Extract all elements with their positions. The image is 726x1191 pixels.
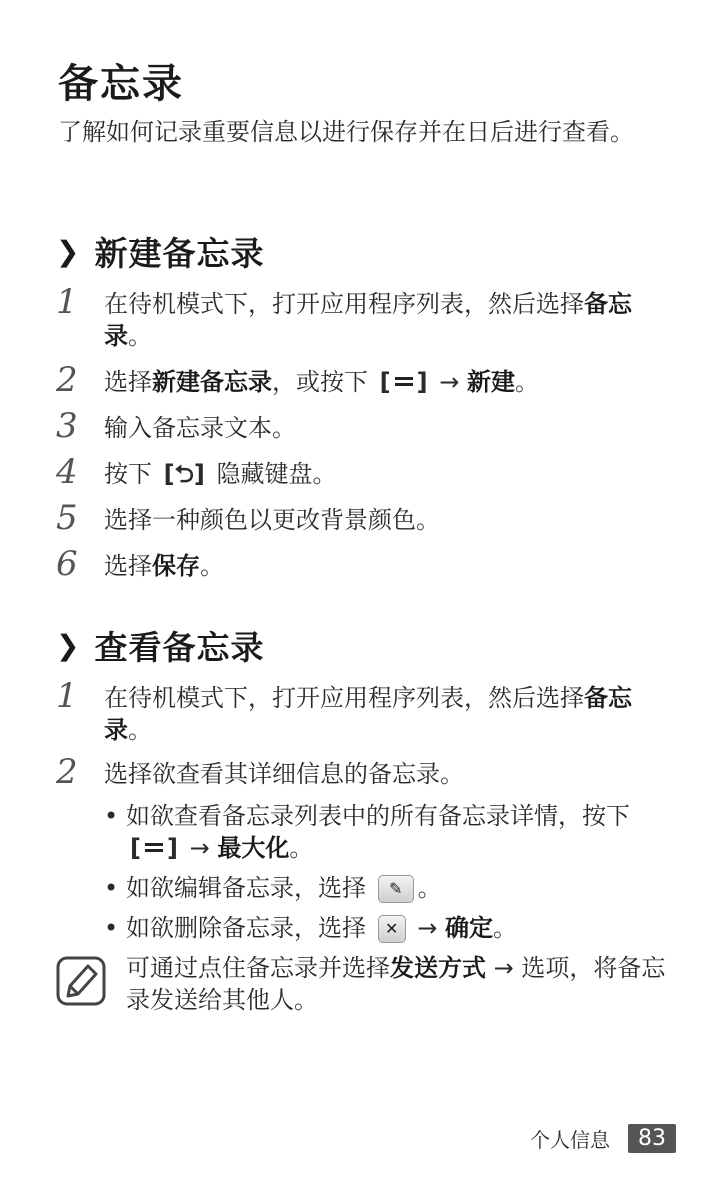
arrow: → xyxy=(493,954,514,982)
note-text-post: 选项，将备忘录发送给其他人。 xyxy=(126,954,666,1014)
step-text-bold: 新建备忘录 xyxy=(152,368,272,396)
step-number: 4 xyxy=(56,452,78,492)
page-footer xyxy=(530,1124,676,1153)
step-number: 6 xyxy=(56,544,78,584)
step-text-pre: 选择 xyxy=(104,552,152,580)
bullet-dot: • xyxy=(104,874,119,902)
bullet-text-post: 。 xyxy=(289,834,314,862)
arrow: → xyxy=(417,914,438,942)
bullet-dot: • xyxy=(104,802,119,830)
back-icon: ⮌ xyxy=(174,460,194,488)
step-text-pre: 在待机模式下，打开应用程序列表，然后选择 xyxy=(104,290,584,318)
chevron-right-icon: ❯ xyxy=(56,629,81,662)
step-text-bold: 备忘录 xyxy=(104,290,632,350)
step-text xyxy=(104,288,674,352)
edit-icon: ✎ xyxy=(378,875,414,903)
menu-key xyxy=(130,832,178,864)
step-text-post: 。 xyxy=(128,716,152,744)
menu-key xyxy=(380,366,428,398)
step-number: 2 xyxy=(56,752,78,792)
arrow: → xyxy=(189,834,210,862)
step-text xyxy=(104,550,674,582)
step-text-post: 隐藏键盘。 xyxy=(216,460,337,488)
step-text-bold: 保存 xyxy=(152,552,200,580)
step-number: 1 xyxy=(56,676,78,716)
chevron-right-icon: ❯ xyxy=(56,235,81,268)
bullet-text-pre: 如欲删除备忘录，选择 xyxy=(126,914,366,942)
arrow: → xyxy=(439,368,460,396)
step-text-mid: ，或按下 xyxy=(272,368,368,396)
section-heading-view-memo xyxy=(56,622,264,669)
section-title: 新建备忘录 xyxy=(94,234,265,273)
step-text xyxy=(104,458,674,490)
note-text-pre: 可通过点住备忘录并选择 xyxy=(126,954,390,982)
bullet-text xyxy=(126,912,664,944)
step-text-pre: 在待机模式下，打开应用程序列表，然后选择 xyxy=(104,684,584,712)
intro-text: 了解如何记录重要信息以进行保存并在日后进行查看。 xyxy=(58,118,634,146)
footer-section: 个人信息 xyxy=(530,1128,610,1152)
step-text xyxy=(104,366,674,398)
page-number: 83 xyxy=(628,1124,676,1153)
key-bracket-close: ] xyxy=(416,368,428,396)
step-text xyxy=(104,682,674,746)
bullet-text-pre: 如欲编辑备忘录，选择 xyxy=(126,874,366,902)
step-text-post: 。 xyxy=(128,322,152,350)
delete-icon: ✕ xyxy=(378,915,406,943)
bullet-item xyxy=(104,872,664,904)
bullet-dot: • xyxy=(104,914,119,942)
step-number: 2 xyxy=(56,360,78,400)
bullet-text-post: 。 xyxy=(417,874,442,902)
step-text-pre: 按下 xyxy=(104,460,152,488)
key-bracket-open: [ xyxy=(379,368,391,396)
note-text-bold: 发送方式 xyxy=(390,954,486,982)
page-title: 备忘录 xyxy=(58,61,184,107)
bullet-text-pre: 如欲查看备忘录列表中的所有备忘录详情，按下 xyxy=(126,802,630,830)
step-text: 选择一种颜色以更改背景颜色。 xyxy=(104,506,440,534)
bullet-text-bold: 确定 xyxy=(445,914,494,942)
key-bracket-open: [ xyxy=(163,460,175,488)
bullet-text-post: 。 xyxy=(493,914,518,942)
step-text: 输入备忘录文本。 xyxy=(104,414,296,442)
section-heading-new-memo xyxy=(56,228,264,275)
key-bracket-open: [ xyxy=(130,834,141,862)
key-bracket-close: ] xyxy=(166,834,178,862)
step-number: 3 xyxy=(56,406,78,446)
step-text-post: 。 xyxy=(200,552,224,580)
step-text-post: 。 xyxy=(514,368,539,396)
menu-icon xyxy=(143,843,165,855)
step-text-pre: 选择 xyxy=(104,368,152,396)
note-icon xyxy=(56,956,106,1006)
step-text-bold: 新建 xyxy=(466,368,515,396)
bullet-item xyxy=(104,800,664,864)
step-text-bold: 备忘录 xyxy=(104,684,632,744)
step-number: 5 xyxy=(56,498,78,538)
bullet-text xyxy=(126,800,664,864)
back-key xyxy=(164,458,205,490)
step-text: 选择欲查看其详细信息的备忘录。 xyxy=(104,760,464,788)
menu-icon xyxy=(393,377,415,389)
note-text xyxy=(126,952,666,1016)
key-bracket-close: ] xyxy=(193,460,205,488)
bullet-text xyxy=(126,872,664,904)
section-title: 查看备忘录 xyxy=(94,628,265,667)
step-number: 1 xyxy=(56,282,78,322)
bullet-item xyxy=(104,912,664,944)
bullet-text-bold: 最大化 xyxy=(217,834,290,862)
